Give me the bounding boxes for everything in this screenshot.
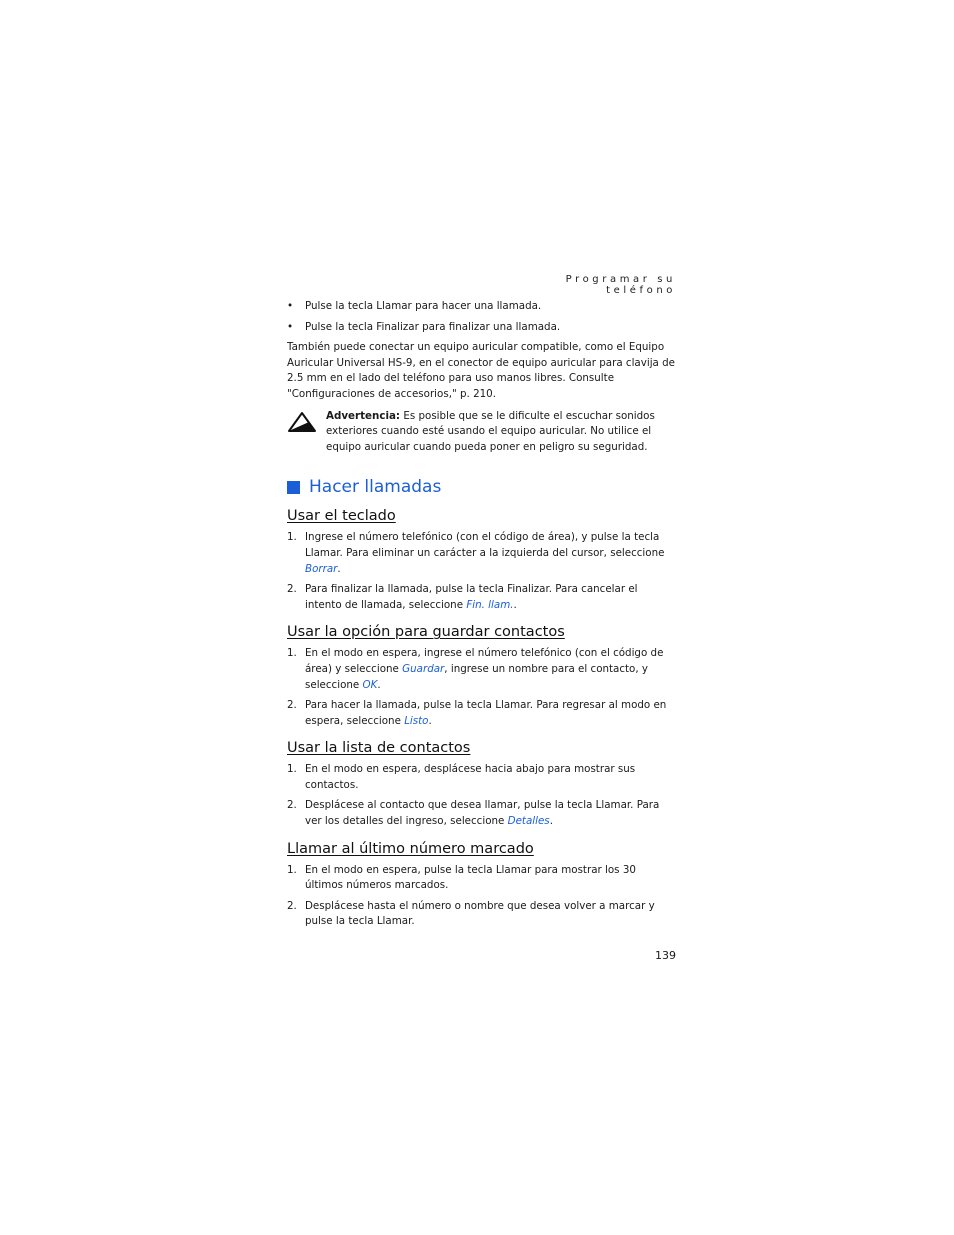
subsection-heading: Llamar al último número marcado xyxy=(287,840,534,857)
body-paragraph: También puede conectar un equipo auricular compatible, como el Equipo Auricular Universal HS-9, en el conector de equipo auricular para clavija de 2.5 mm en el lado del teléfono para uso manos libres. Consulte "Configuraciones de accesorios," p. 210. xyxy=(287,341,676,400)
list-item: 1. En el modo en espera, ingrese el número telefónico (con el código de área) y seleccione Guardar, ingrese un nombre para el contacto, y seleccione OK. xyxy=(287,647,664,691)
warning-block xyxy=(287,409,677,456)
list-item xyxy=(287,762,677,793)
list-item: 2. Para finalizar la llamada, pulse la tecla Finalizar. Para cancelar el intento de llamada, seleccione Fin. llam.. xyxy=(287,583,638,611)
bullet-text: Pulse la tecla Finalizar para finalizar una llamada. xyxy=(305,320,561,333)
bullet-list xyxy=(287,299,677,335)
step-number: 1. xyxy=(287,763,297,776)
subsection-heading: Usar la opción para guardar contactos xyxy=(287,624,565,641)
steps-list xyxy=(287,646,677,729)
list-item: 2. Para hacer la llamada, pulse la tecla Llamar. Para regresar al modo en espera, seleccione Listo. xyxy=(287,699,667,727)
steps-list xyxy=(287,863,677,930)
list-item xyxy=(287,320,677,336)
subsection-heading: Usar el teclado xyxy=(287,508,396,525)
list-item xyxy=(287,899,677,930)
list-item: 1. Ingrese el número telefónico (con el código de área), y pulse la tecla Llamar. Para eliminar un carácter a la izquierda del cursor, seleccione Borrar. xyxy=(287,531,665,575)
step-number: 1. xyxy=(287,531,297,544)
step-text: Para finalizar la llamada, pulse la tecla Finalizar. Para cancelar el intento de llamada, seleccione xyxy=(305,583,638,611)
step-number: 2. xyxy=(287,583,297,596)
softkey-guardar: Guardar xyxy=(402,662,445,675)
softkey-listo: Listo xyxy=(404,714,429,727)
warning-icon xyxy=(287,411,317,433)
running-header: Programar su teléfono xyxy=(565,274,676,296)
step-text: Para hacer la llamada, pulse la tecla Llamar. Para regresar al modo en espera, seleccione xyxy=(305,699,667,727)
step-number: 2. xyxy=(287,899,297,912)
softkey-borrar: Borrar xyxy=(305,562,338,575)
list-item: 2. Desplácese al contacto que desea llamar, pulse la tecla Llamar. Para ver los detalles del ingreso, seleccione Detalles. xyxy=(287,799,660,828)
step-text: Desplácese hasta el número o nombre que desea volver a marcar y pulse la tecla Llamar. xyxy=(305,899,655,928)
step-text: Ingrese el número telefónico (con el código de área), y pulse la tecla Llamar. Para eliminar un carácter a la izquierda del cursor, seleccione xyxy=(305,531,665,559)
bullet-marker: • xyxy=(287,300,294,312)
section-square-icon xyxy=(287,481,300,494)
list-item xyxy=(287,863,677,894)
steps-list xyxy=(287,530,677,613)
step-text: En el modo en espera, ingrese el número telefónico (con el código de área) y seleccione xyxy=(305,647,664,675)
softkey-fin-llam: Fin. llam. xyxy=(466,598,514,611)
softkey-ok: OK xyxy=(362,678,378,691)
step-number: 2. xyxy=(287,699,297,712)
warning-text: Es posible que se le dificulte el escuchar sonidos exteriores cuando esté usando el equipo auricular. No utilice el equipo auricular cuando pueda poner en peligro su seguridad. xyxy=(326,409,655,453)
bullet-text: Pulse la tecla Llamar para hacer una llamada. xyxy=(305,300,542,312)
section-heading xyxy=(287,477,677,497)
step-text: Desplácese al contacto que desea llamar, pulse la tecla Llamar. Para ver los detalles del ingreso, seleccione xyxy=(305,799,660,828)
page-content xyxy=(287,299,677,935)
subsection-heading: Usar la lista de contactos xyxy=(287,740,471,757)
page-number: 139 xyxy=(655,949,676,962)
step-number: 2. xyxy=(287,799,297,812)
step-text: En el modo en espera, desplácese hacia abajo para mostrar sus contactos. xyxy=(305,763,636,791)
step-number: 1. xyxy=(287,863,297,876)
warning-label: Advertencia: xyxy=(326,409,401,422)
softkey-detalles: Detalles xyxy=(507,815,550,828)
steps-list xyxy=(287,762,677,829)
step-text: En el modo en espera, pulse la tecla Llamar para mostrar los 30 últimos números marcados. xyxy=(305,863,636,892)
bullet-marker: • xyxy=(287,320,294,333)
section-title: Hacer llamadas xyxy=(309,477,442,498)
list-item xyxy=(287,299,677,315)
step-number: 1. xyxy=(287,647,297,660)
